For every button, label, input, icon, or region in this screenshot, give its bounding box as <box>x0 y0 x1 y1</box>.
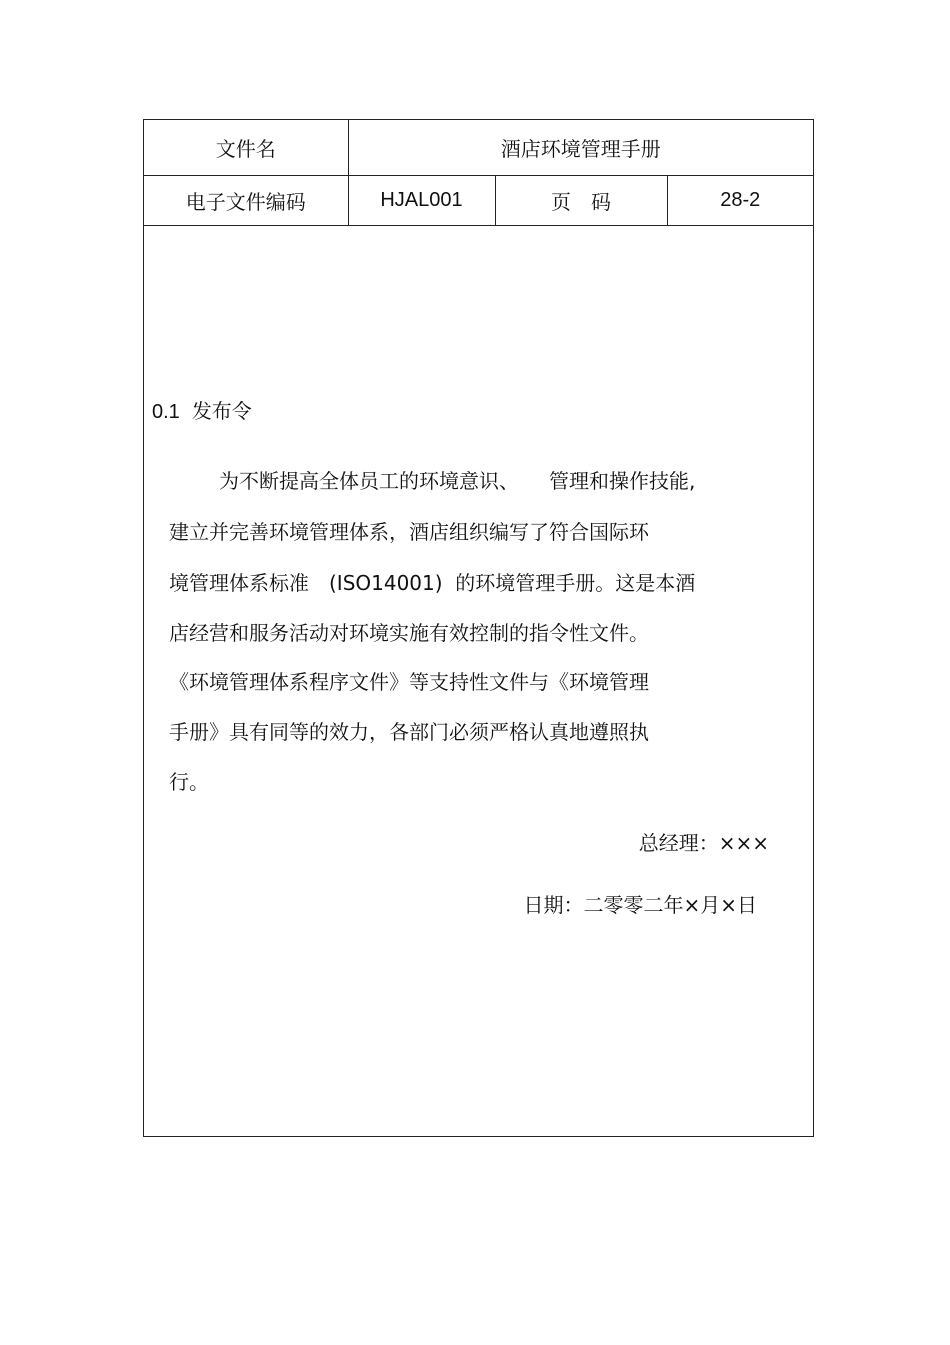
paragraph-line: 手册》具有同等的效力，各部门必须严格认真地遵照执 <box>169 720 649 744</box>
section-title: 发布令 <box>191 399 252 423</box>
document-frame <box>143 119 814 1137</box>
page-value: 28-2 <box>667 176 813 226</box>
code-label: 电子文件编码 <box>144 176 348 226</box>
manager-signature: 总经理：××× <box>638 831 769 855</box>
header-row-code <box>144 176 813 226</box>
section-number: 0.1 <box>152 401 180 423</box>
code-value: HJAL001 <box>348 176 495 226</box>
page-label: 页 码 <box>495 176 667 226</box>
paragraph-line: 为不断提高全体员工的环境意识、 管理和操作技能, <box>219 469 696 493</box>
paragraph-line: 境管理体系标准 (ISO14001) 的环境管理手册。这是本酒 <box>169 571 696 595</box>
paragraph-line: 行。 <box>169 770 209 794</box>
issue-date: 日期：二零零二年×月×日 <box>523 893 757 917</box>
header-table <box>144 120 813 226</box>
paragraph-line: 建立并完善环境管理体系，酒店组织编写了符合国际环 <box>169 520 649 544</box>
paragraph-line: 店经营和服务活动对环境实施有效控制的指令性文件。 <box>169 621 649 645</box>
paragraph-line: 《环境管理体系程序文件》等支持性文件与《环境管理 <box>169 670 649 694</box>
file-name-value: 酒店环境管理手册 <box>348 120 813 176</box>
file-name-label: 文件名 <box>144 120 348 176</box>
section-heading <box>152 395 252 424</box>
header-row-file-name <box>144 120 813 176</box>
